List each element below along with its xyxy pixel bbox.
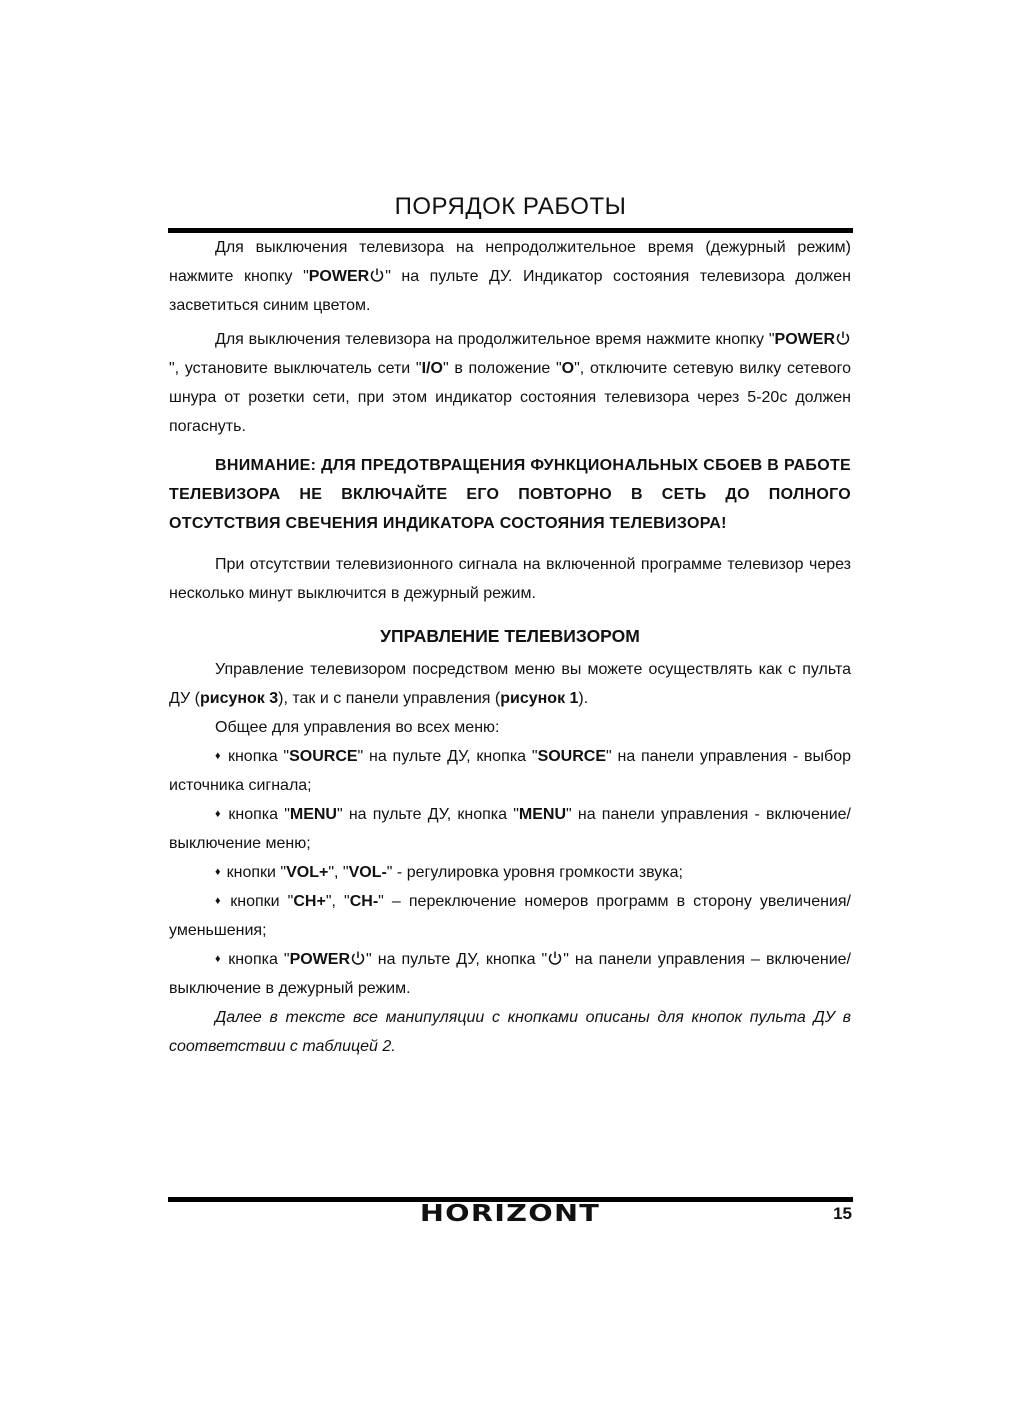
diamond-bullet-icon: ♦ bbox=[215, 953, 223, 965]
diamond-bullet-icon: ♦ bbox=[215, 750, 222, 762]
diamond-bullet-icon: ♦ bbox=[215, 895, 225, 907]
diamond-bullet-icon: ♦ bbox=[215, 866, 221, 878]
warning-notice: ВНИМАНИЕ: ДЛЯ ПРЕДОТВРАЩЕНИЯ ФУНКЦИОНАЛЬНЫХ СБОЕВ В РАБОТЕ ТЕЛЕВИЗОРА НЕ ВКЛЮЧАЙТЕ ЕГО ПОВТОРНО В СЕТЬ ДО ПОЛНОГО ОТСУТСТВИЯ СВЕЧЕНИЯ ИНДИКАТОРА СОСТОЯНИЯ ТЕЛЕВИЗОРА! bbox=[169, 457, 851, 532]
section-heading: УПРАВЛЕНИЕ ТЕЛЕВИЗОРОМ bbox=[380, 626, 640, 646]
paragraph-common-controls: Общее для управления во всех меню: bbox=[215, 719, 500, 736]
list-item-channel: ♦ кнопки "CH+", "CH-" – переключение номеров программ в сторону увеличения/уменьшения; bbox=[169, 893, 851, 939]
power-icon bbox=[369, 267, 385, 283]
power-icon bbox=[547, 950, 563, 966]
power-icon bbox=[350, 950, 366, 966]
list-item-power: ♦ кнопка "POWER " на пульте ДУ, кнопка " " на панели управления – включение/выключение в дежурный режим. bbox=[169, 951, 851, 997]
list-item-source: ♦ кнопка "SOURCE" на пульте ДУ, кнопка "SOURCE" на панели управления - выбор источника сигнала; bbox=[169, 748, 852, 794]
paragraph-menu-control: Управление телевизором посредством меню вы можете осуществлять как с пульта ДУ (рисунок 3), так и с панели управления (рисунок 1). bbox=[169, 661, 851, 707]
page-number: 15 bbox=[833, 1204, 852, 1223]
diamond-bullet-icon: ♦ bbox=[215, 808, 223, 820]
list-item-volume: ♦ кнопки "VOL+", "VOL-" - регулировка уровня громкости звука; bbox=[215, 864, 683, 881]
paragraph-no-signal: При отсутствии телевизионного сигнала на включенной программе телевизор через несколько минут выключится в дежурный режим. bbox=[169, 556, 851, 602]
paragraph-standby: Для выключения телевизора на непродолжительное время (дежурный режим) нажмите кнопку "POWER " на пульте ДУ. Индикатор состояния телевизора должен засветиться синим цветом. bbox=[169, 239, 851, 314]
page-content bbox=[169, 233, 851, 1061]
power-icon bbox=[835, 330, 851, 346]
paragraph-power-off: Для выключения телевизора на продолжительное время нажмите кнопку "POWER", установите выключатель сети "I/O" в положение "O", отключите сетевую вилку сетевого шнура от розетки сети, при этом индикатор состояния телевизора через 5-20с должен погаснуть. bbox=[169, 331, 851, 435]
list-item-menu: ♦ кнопка "MENU" на пульте ДУ, кнопка "MENU" на панели управления - включение/выключение меню; bbox=[169, 806, 851, 852]
note-italic: Далее в тексте все манипуляции с кнопками описаны для кнопок пульта ДУ в соответствии с таблицей 2. bbox=[169, 1009, 851, 1055]
brand-logo: HORIZONT bbox=[419, 1201, 601, 1227]
page-title: ПОРЯДОК РАБОТЫ bbox=[394, 193, 627, 220]
